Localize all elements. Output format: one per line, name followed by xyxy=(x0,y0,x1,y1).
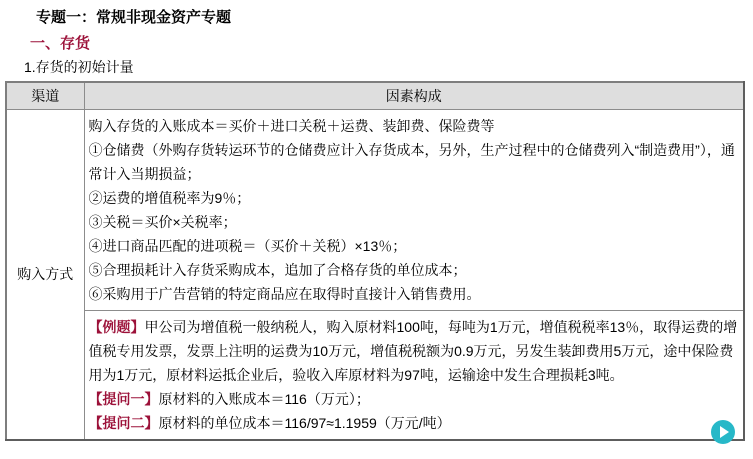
rule-line: ①仓储费（外购存货转运环节的仓储费应计入存货成本，另外，生产过程中的仓储费列入“制造费用”），通常计入当期损益； xyxy=(88,141,735,182)
table-row xyxy=(6,310,744,440)
subsection-heading: 1.存货的初始计量 xyxy=(24,59,134,75)
rule-line: ⑤合理损耗计入存货采购成本，追加了合格存货的单位成本； xyxy=(88,261,467,278)
table-row xyxy=(6,109,744,310)
section-heading: 一、存货 xyxy=(30,35,91,52)
example-text: 甲公司为增值税一般纳税人，购入原材料100吨，每吨为1万元，增值税税率13％，取得运费的增值税专用发票，发票上注明的运费为10万元，增值税税额为0.9万元，另发生装卸费用5万元，途中保险费用为1万元，原材料运抵企业后，验收入库原材料为97吨，运输途中发生合理损耗3吨。 xyxy=(88,318,738,383)
inventory-measurement-table xyxy=(5,81,745,441)
question-line xyxy=(89,411,740,435)
play-button[interactable] xyxy=(711,420,735,444)
row-label-purchase-method: 购入方式 xyxy=(6,109,84,440)
rule-line: ②运费的增值税率为9％； xyxy=(88,189,251,206)
question-line xyxy=(89,387,740,411)
question-tag: 【提问一】 xyxy=(88,390,159,407)
example-paragraph xyxy=(89,315,740,387)
example-cell xyxy=(84,310,744,440)
header-cell-factors: 因素构成 xyxy=(84,82,744,109)
rule-line: ④进口商品匹配的进项税＝（买价＋关税）×13％； xyxy=(88,237,407,254)
rule-line: ③关税＝买价×关税率； xyxy=(88,213,237,230)
example-tag: 【例题】 xyxy=(88,318,145,335)
rule-line: ⑥采购用于广告营销的特定商品应在取得时直接计入销售费用。 xyxy=(88,285,481,302)
page-title: 专题一：常规非现金资产专题 xyxy=(36,9,232,26)
question-text: 原材料的单位成本＝116/97≈1.1959（万元/吨） xyxy=(158,414,451,431)
question-tag: 【提问二】 xyxy=(88,414,159,431)
rules-cell xyxy=(84,109,744,310)
rule-line: 购入存货的入账成本＝买价＋进口关税＋运费、装卸费、保险费等 xyxy=(88,117,495,134)
question-text: 原材料的入账成本＝116（万元）； xyxy=(158,390,370,407)
play-icon xyxy=(720,426,729,438)
header-cell-channel: 渠道 xyxy=(6,82,84,109)
table-header-row xyxy=(6,82,744,109)
